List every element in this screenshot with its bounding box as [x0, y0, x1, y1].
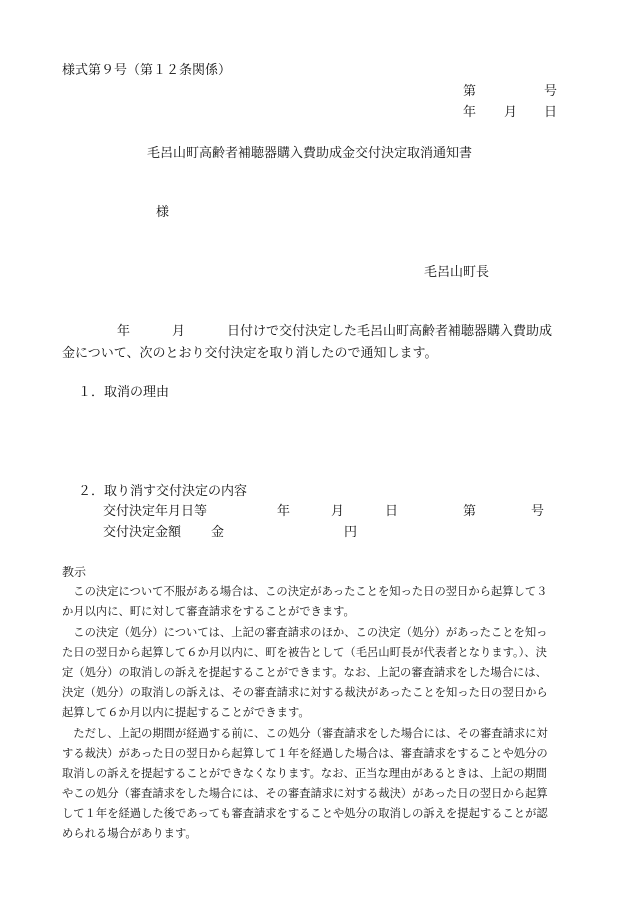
body-line1: 日付けで交付決定した毛呂山町高齢者補聴器購入費助成 — [227, 324, 553, 339]
notice-p2-line: 定（処分）の取消しの訴えを提起することができます。なお、上記の審査請求をした場合には、 — [62, 666, 547, 679]
notice-p1-line: この決定について不服がある場合は、この決定があったことを知った日の翌日から起算して３ — [62, 585, 548, 598]
doc-number-suffix: 号 — [544, 84, 558, 99]
notice-p3-line: やこの処分（審査請求をした場合には、その審査請求に対する裁決）があった日の翌日から起算 — [62, 787, 548, 800]
notice-p2-line: た日の翌日から起算して６か月以内に、町を被告として（毛呂山町長が代表者となります。）、決 — [62, 646, 547, 659]
issuer-name: 毛呂山町長 — [424, 265, 490, 280]
notice-p2-line: 決定（処分）の取消しの訴えは、その審査請求に対する裁決があったことを知った日の翌日から — [62, 686, 548, 699]
doc-number-prefix: 第 — [463, 84, 477, 99]
notice-p3-line: して１年を経過した後であっても審査請求をすることや処分の取消しの訴えを提起することが認 — [62, 807, 548, 820]
notice-heading: 教示 — [62, 565, 87, 579]
notice-p2-line: この決定（処分）については、上記の審査請求のほか、この決定（処分）があったことを知っ — [62, 626, 548, 639]
doc-date-month: 月 — [504, 105, 518, 120]
notice-p3-line: する裁決）があった日の翌日から起算して１年を経過した場合は、審査請求をすることや処分の — [62, 747, 548, 760]
decision-year: 年 — [277, 504, 291, 519]
doc-date-year: 年 — [463, 105, 477, 120]
decision-day: 日 — [385, 504, 399, 519]
decision-date-label: 交付決定年月日等 — [103, 504, 208, 519]
amount-kin: 金 — [211, 525, 225, 540]
section2-heading: ２．取り消す交付決定の内容 — [78, 484, 248, 499]
body-year: 年 — [117, 324, 131, 339]
notice-p3-line: 取消しの訴えを提起することができなくなります。なお、正当な理由があるときは、上記の期間 — [62, 767, 547, 780]
doc-date-day: 日 — [544, 105, 558, 120]
decision-no-prefix: 第 — [463, 504, 477, 519]
section1-heading: １．取消の理由 — [78, 385, 170, 400]
addressee-suffix: 様 — [156, 205, 170, 220]
notice-p3-line: められる場合があります。 — [62, 827, 197, 840]
decision-no-suffix: 号 — [531, 504, 545, 519]
amount-yen: 円 — [344, 525, 358, 540]
page-title: 毛呂山町高齢者補聴器購入費助成金交付決定取消通知書 — [147, 146, 473, 161]
form-label: 様式第９号（第１２条関係） — [62, 63, 232, 78]
decision-amount-label: 交付決定金額 — [103, 525, 182, 540]
notice-p3-line: ただし、上記の期間が経過する前に、この処分（審査請求をした場合には、その審査請求に対 — [62, 727, 548, 740]
body-line2: 金について、次のとおり交付決定を取り消したので通知します。 — [62, 346, 438, 361]
notice-p2-line: 起算して６か月以内に提起することができます。 — [62, 706, 310, 719]
decision-month: 月 — [331, 504, 345, 519]
body-month: 月 — [172, 324, 186, 339]
notice-p1-line: か月以内に、町に対して審査請求をすることができます。 — [62, 605, 355, 618]
